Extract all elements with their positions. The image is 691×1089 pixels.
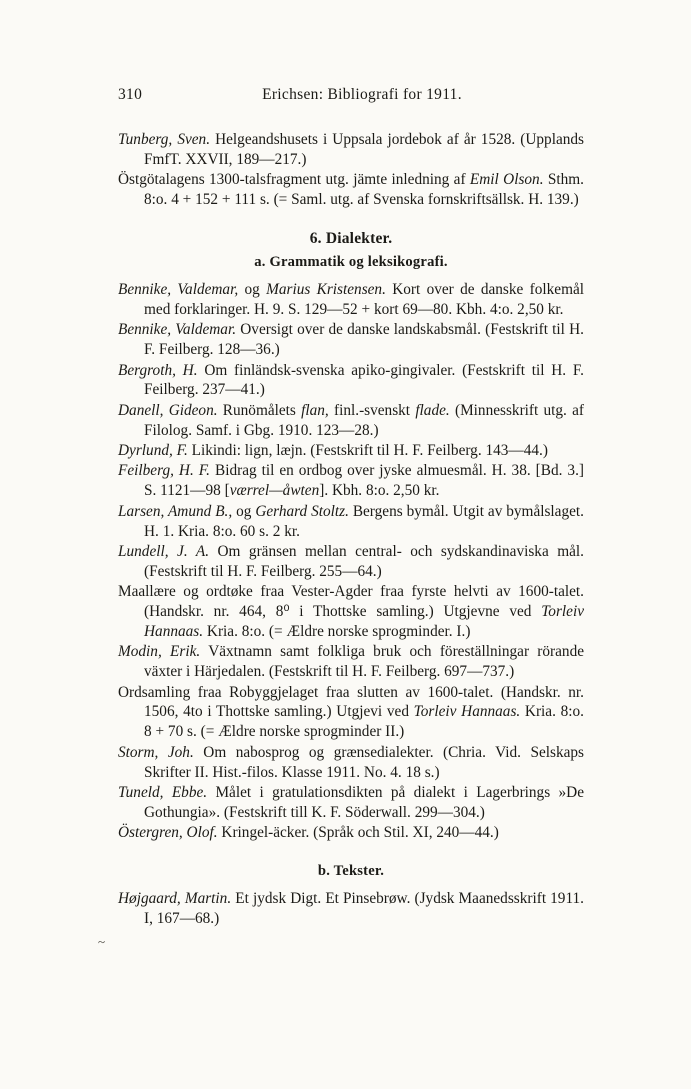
- entry-text-segment: Danell, Gideon.: [118, 401, 218, 419]
- entry-text-segment: Bidrag til en ordbog over jyske almuesmål. H. 38. [Bd. 3.] S. 1121—98 [: [144, 462, 584, 500]
- entry-text-segment: Målet i gratulationsdikten på dialekt i Lagerbrings »De Gothungia». (Festskrift till K. F. Söderwall. 299—304.): [144, 783, 585, 821]
- entry-text-segment: Om gränsen mellan central- och sydskandinaviska mål. (Festskrift til H. F. Feilberg. 255—64.): [144, 542, 584, 580]
- bibliography-entry: [118, 320, 584, 360]
- entry-text-segment: Gerhard Stoltz.: [255, 502, 349, 520]
- entry-text-segment: Östgötalagens 1300-talsfragment utg. jämte inledning af: [118, 171, 470, 189]
- entry-text-segment: Modin, Erik.: [118, 643, 201, 661]
- entry-text-segment: flade.: [415, 401, 450, 419]
- subsection-heading-tekster: b. Tekster.: [317, 863, 385, 879]
- bibliography-entry: [118, 502, 584, 542]
- entry-text-segment: Likindi: lign, læjn. (Festskrift til H. F. Feilberg. 143—44.): [187, 442, 548, 459]
- entry-text-segment: og: [238, 281, 267, 298]
- entry-text-segment: og: [232, 502, 256, 520]
- entry-text-segment: Bennike, Valdemar.: [118, 321, 237, 339]
- page-header: [118, 86, 584, 112]
- bibliography-entry: [118, 280, 584, 320]
- entry-text-segment: Kria. 8:o. (= Ældre norske sprogminder. I.): [203, 622, 471, 640]
- entry-text-segment: Et jydsk Digt. Et Pinsebrøw. (Jydsk Maanedsskrift 1911. I, 167—68.): [144, 890, 585, 927]
- entry-text-segment: Torleiv Hannaas.: [413, 703, 521, 721]
- bibliography-entry: [118, 823, 584, 843]
- entry-text-segment: Tuneld, Ebbe.: [118, 783, 208, 801]
- bibliography-entry: [118, 361, 584, 401]
- entry-text-segment: Om nabosprog og grænsedialekter. (Chria. Vid. Selskaps Skrifter II. Hist.-filos. Klasse 1911. No. 4. 18 s.): [144, 743, 584, 781]
- bibliography-entry: [118, 401, 584, 441]
- bibliography-entry: [118, 582, 584, 642]
- entry-text-segment: Emil Olson.: [469, 171, 544, 189]
- top-entries-block: [118, 130, 584, 210]
- page-content: [118, 86, 584, 929]
- entry-text-segment: Kria. 8:o. 8 + 70 s. (= Ældre norske sprogminder II.): [144, 703, 584, 741]
- entry-text-segment: Bergens bymål. Utgit av bymålslaget. H. 1. Kria. 8:o. 60 s. 2 kr.: [144, 502, 584, 540]
- entry-text-segment: Kort over de danske folkemål med forklaringer. H. 9. S. 129—52 + kort 69—80. Kbh. 4:o. 2,50 kr.: [144, 281, 585, 318]
- bibliography-entry: [118, 743, 584, 783]
- bibliography-entry: [118, 683, 584, 743]
- entry-text-segment: Sthm. 8:o. 4 + 152 + 111 s. (= Saml. utg. af Svenska fornskriftsällsk. H. 139.): [144, 171, 584, 209]
- entry-text-segment: Växtnamn samt folkliga bruk och föreställningar rörande växter i Härjedalen. (Festskrift til H. F. Feilberg. 697—737.): [144, 643, 585, 681]
- bibliography-entry: [118, 170, 584, 210]
- entry-text-segment: ]. Kbh. 8:o. 2,50 kr.: [319, 482, 440, 500]
- entry-text-segment: Bergroth, H.: [118, 361, 198, 379]
- entry-text-segment: Højgaard, Martin.: [118, 890, 232, 907]
- bibliography-entry: [118, 461, 584, 501]
- bibliography-entry: [118, 783, 584, 823]
- entry-text-segment: Lundell, J. A.: [118, 542, 210, 560]
- entry-text-segment: Östergren, Olof.: [118, 824, 218, 842]
- entry-text-segment: Maallære og ordtøke fraa Vester-Agder fraa fyrste helvti av 1600-talet. (Handskr. nr. 464, 8⁰ i Thottske samling.) Utgjevne ved: [118, 583, 584, 620]
- entry-text-segment: (Minnesskrift utg. af Filolog. Samf. i Gbg. 1910. 123—28.): [144, 401, 584, 439]
- tekster-entries-block: [118, 889, 584, 929]
- bibliography-entry: [118, 542, 584, 582]
- folio-number: 310: [118, 86, 143, 103]
- bibliography-entry: [118, 130, 584, 170]
- entry-text-segment: Om finländsk-svenska apiko-gingivaler. (Festskrift til H. F. Feilberg. 237—41.): [144, 361, 584, 399]
- entry-text-segment: Larsen, Amund B.,: [118, 502, 233, 520]
- dialekter-entries-block: [118, 280, 584, 843]
- entry-text-segment: Tunberg, Sven.: [118, 131, 211, 148]
- entry-text-segment: Marius Kristensen.: [266, 281, 386, 298]
- bibliography-entry: [118, 889, 584, 929]
- entry-text-segment: Bennike, Valdemar,: [118, 281, 239, 298]
- section-heading-dialekter: 6. Dialekter.: [309, 230, 393, 247]
- entry-text-segment: Ordsamling fraa Robyggjelaget fraa slutten av 1600-talet. (Handskr. nr. 1506, 4to i Thottske samling.) Utgjevi ved: [118, 683, 584, 721]
- entry-text-segment: Runömålets: [217, 401, 302, 419]
- entry-text-segment: Dyrlund, F.: [118, 442, 188, 459]
- entry-text-segment: Helgeandshusets i Uppsala jordebok af år 1528. (Upplands FmfT. XXVII, 189—217.): [144, 131, 584, 168]
- subsection-heading-grammatik: a. Grammatik og leksikografi.: [254, 254, 448, 270]
- entry-text-segment: flan,: [301, 401, 329, 419]
- margin-tick-mark: ~: [98, 934, 106, 949]
- entry-text-segment: værrel—åwten: [229, 482, 320, 500]
- entry-text-segment: finl.-svenskt: [328, 401, 416, 419]
- running-title: Erichsen: Bibliografi for 1911.: [262, 86, 462, 103]
- entry-text-segment: Kringel-äcker. (Språk och Stil. XI, 240—44.): [217, 824, 499, 842]
- bibliography-entry: [118, 441, 584, 461]
- entry-text-segment: Storm, Joh.: [118, 743, 194, 761]
- entry-text-segment: Torleiv Hannaas.: [144, 603, 584, 640]
- entry-text-segment: Feilberg, H. F.: [118, 462, 210, 480]
- entry-text-segment: Oversigt over de danske landskabsmål. (Festskrift til H. F. Feilberg. 128—36.): [144, 321, 584, 359]
- bibliography-entry: [118, 642, 584, 682]
